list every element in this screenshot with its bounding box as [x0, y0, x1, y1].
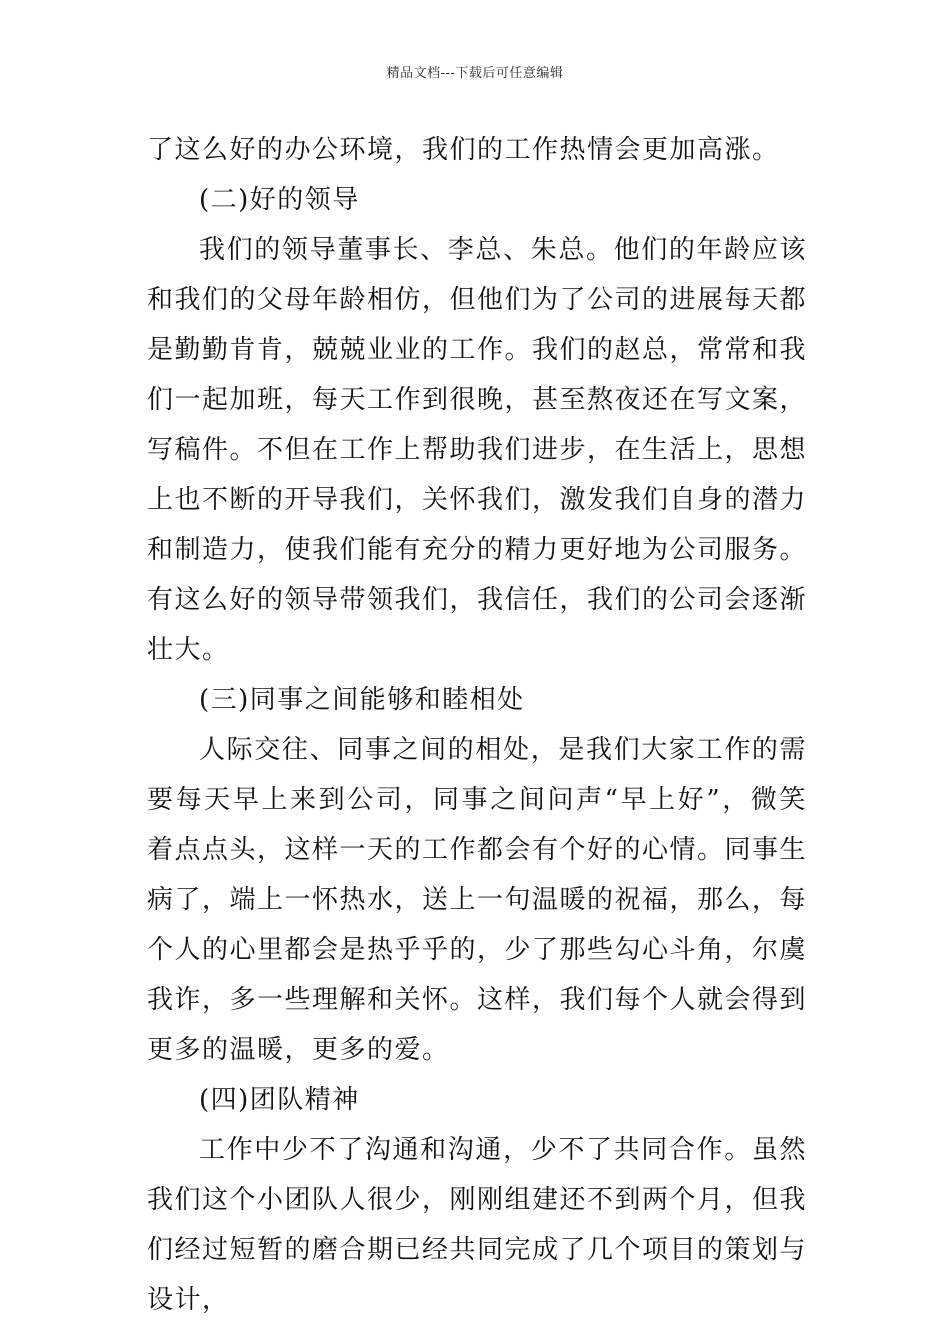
section-heading-team-spirit: (四)团队精神 — [199, 1085, 360, 1115]
paragraph-colleagues: 人际交往、同事之间的相处，是我们大家工作的需要每天早上来到公司，同事之间问声“早上好”，微笑着点点头，这样一天的工作都会有个好的心情。同事生病了，端上一怀热水，送上一句温暖的祝福，那么，每个人的心里都会是热乎乎的，少了那些勾心斗角，尔虞我诈，多一些理解和关怀。这样，我们每个人就会得到更多的温暖，更多的爱。 — [147, 735, 808, 1065]
paragraph-continuation: 了这么好的办公环境，我们的工作热情会更加高涨。 — [147, 135, 780, 165]
paragraph-team-spirit: 工作中少不了沟通和沟通，少不了共同合作。虽然我们这个小团队人很少，刚刚组建还不到两个月，但我们经过短暂的磨合期已经共同完成了几个项目的策划与设计， — [147, 1135, 808, 1315]
section-heading-colleagues: (三)同事之间能够和睦相处 — [199, 685, 525, 715]
paragraph-leadership: 我们的领导董事长、李总、朱总。他们的年龄应该和我们的父母年龄相仿，但他们为了公司的进展每天都是勤勤肯肯，兢兢业业的工作。我们的赵总，常常和我们一起加班，每天工作到很晚，甚至熬夜还在写文案，写稿件。不但在工作上帮助我们进步，在生活上，思想上也不断的开导我们，关怀我们，激发我们自身的潜力和制造力，使我们能有充分的精力更好地为公司服务。有这么好的领导带领我们，我信任，我们的公司会逐渐壮大。 — [147, 235, 808, 665]
document-header: 精品文档---下载后可任意编辑 — [386, 66, 564, 81]
document-body — [147, 125, 807, 1325]
section-heading-leadership: (二)好的领导 — [199, 185, 360, 215]
